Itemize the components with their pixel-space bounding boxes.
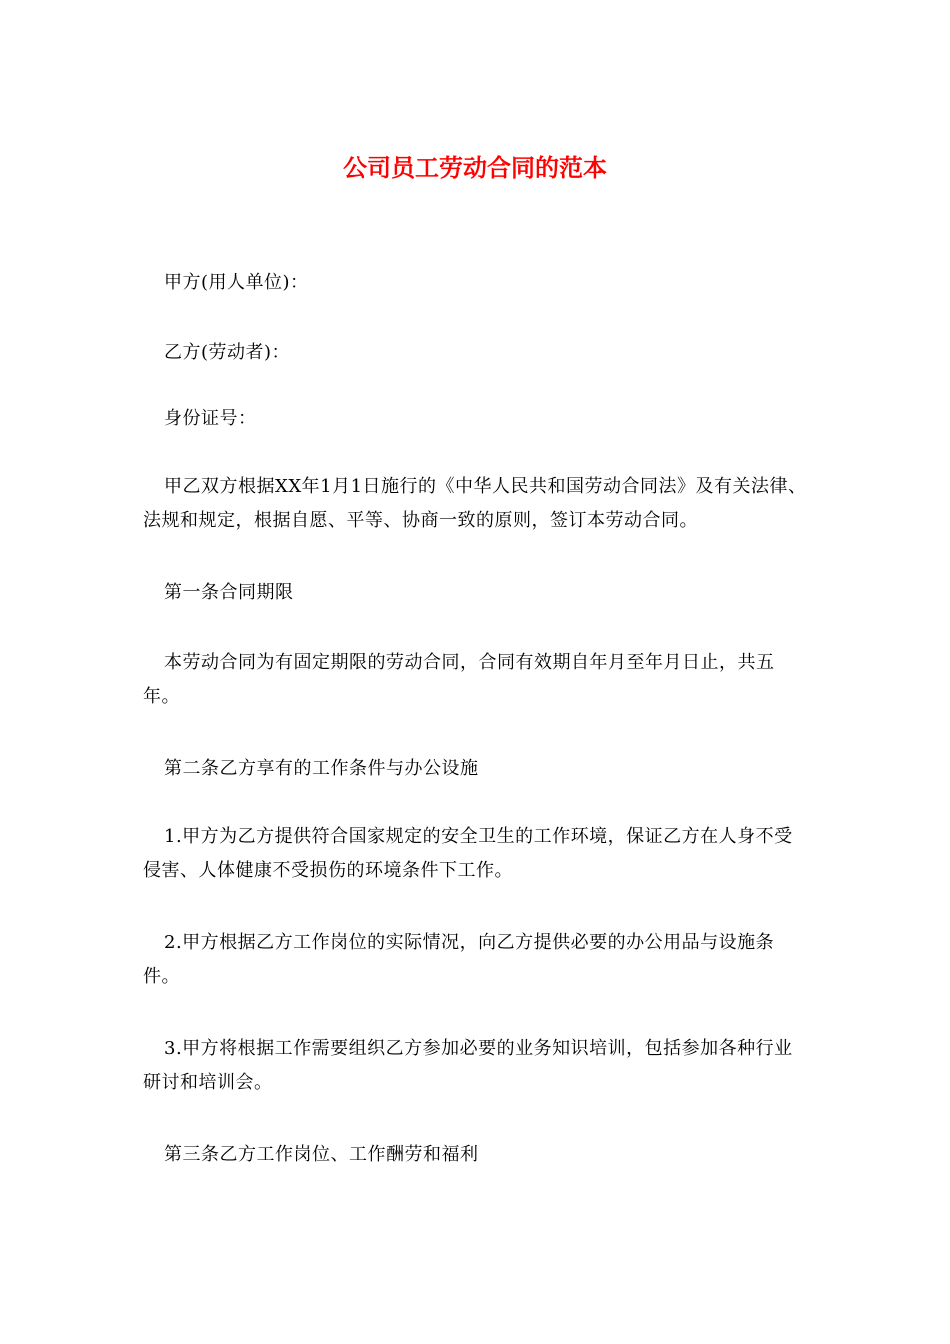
article-2-heading: 第二条乙方享有的工作条件与办公设施: [164, 758, 479, 779]
article-2-item-3: 3.甲方将根据工作需要组织乙方参加必要的业务知识培训，包括参加各种行业研讨和培训会。: [143, 1038, 793, 1093]
article-3-heading: 第三条乙方工作岗位、工作酬劳和福利: [164, 1144, 479, 1165]
article-1-body: 本劳动合同为有固定期限的劳动合同，合同有效期自年月至年月日止，共五年。: [143, 652, 775, 707]
article-2-item-2: 2.甲方根据乙方工作岗位的实际情况，向乙方提供必要的办公用品与设施条件。: [143, 932, 775, 987]
id-number-line: 身份证号：: [164, 408, 257, 429]
party-a-line: 甲方(用人单位)：: [164, 272, 309, 293]
article-2-item-1: 1.甲方为乙方提供符合国家规定的安全卫生的工作环境，保证乙方在人身不受侵害、人体健康不受损伤的环境条件下工作。: [143, 826, 793, 881]
document-title: 公司员工劳动合同的范本: [343, 154, 607, 182]
preamble-paragraph: 甲乙双方根据XX年1月1日施行的《中华人民共和国劳动合同法》及有关法律、法规和规定，根据自愿、平等、协商一致的原则，签订本劳动合同。: [143, 476, 807, 531]
party-b-line: 乙方(劳动者)：: [164, 342, 291, 363]
article-1-heading: 第一条合同期限: [164, 582, 294, 603]
